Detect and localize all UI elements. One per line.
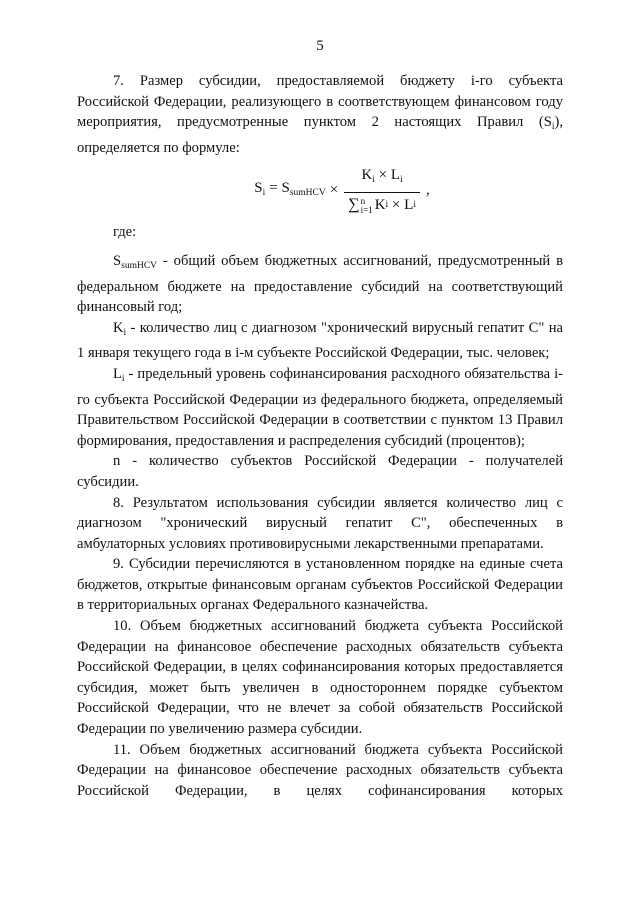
formula-comma: , [425, 182, 430, 199]
para7-line-2: Российской Федерации, реализующего в соответствующем финансовом [77, 93, 531, 110]
paragraph-8: 8. Результатом использования субсидии является количество лиц с диагнозом "хронический вирусный гепатит C", обеспеченных в амбулаторных условиях противовирусными лекарственными препаратами. [77, 494, 563, 552]
formula-denominator: ∑ n i=1 K i × L i [348, 195, 416, 215]
paragraph-10: 10. Объем бюджетных ассигнований бюджета субъекта Российской Федерации на финансовое обеспечение расходных обязательств субъекта Российской Федерации, в целях софинансирования которых предоставляется субсидия, может быть увеличен в одностороннем порядке субъектом Российской Федерации, что не влечет за собой обязательств Российской Федерации по увеличению размера субсидии. [77, 618, 563, 738]
para7-line-1: 7. Размер субсидии, предоставляемой бюджету i-го субъекта [113, 73, 563, 89]
sum-limits: n i=1 [360, 195, 373, 215]
formula-numerator: $K_i \times L_i$ [361, 166, 403, 185]
subsidy-formula [121, 158, 563, 222]
where-label: где: [113, 224, 137, 241]
para7-line-3: году мероприятия, предусмотренные пунктом 2 настоящих Правил (S [77, 93, 563, 131]
page-number: 5 [316, 38, 324, 54]
paragraph-7 [77, 71, 563, 158]
definition-k: $K_i$ - количество лиц с диагнозом "хронический вирусный гепатит C" на 1 января текущего года в i-м субъекте Российской Федерации, тыс. человек; [77, 319, 563, 362]
formula-eq: = $S_{sumHCV}$ [269, 179, 326, 198]
sum-icon: ∑ [348, 196, 360, 214]
para7-line-4: определяется по формуле: [77, 139, 240, 156]
definition-s: $S_{sumHCV}$ - общий объем бюджетных ассигнований, предусмотренный в федеральном бюджете на предоставление субсидий на соответствующий финансовый год; [77, 252, 564, 316]
paragraph-11: 11. Объем бюджетных ассигнований бюджета субъекта Российской Федерации на финансовое обеспечение расходных обязательств субъекта Российской Федерации, в целях софинансирования которых [77, 741, 563, 799]
definition-l: $L_i$ - предельный уровень софинансирования расходного обязательства i-го субъекта Российской Федерации из федерального бюджета, определяемый Правительством Российской Федерации в соответствии с пунктом 13 Правил формирования, предоставления и распределения субсидий (процентов); [77, 365, 563, 449]
para7-sub-i: i [551, 122, 555, 133]
formula-times: × [329, 182, 339, 199]
formula-lhs: $S_i$ [254, 179, 266, 198]
paragraph-9: 9. Субсидии перечисляются в установленном порядке на единые счета бюджетов, открытые финансовым органам субъектов Российской Федерации в территориальных органах Федерального казначейства. [77, 556, 563, 614]
formula-fraction [344, 165, 420, 216]
document-body [77, 71, 563, 801]
para7-tail: ), [554, 114, 563, 131]
definition-n: n - количество субъектов Российской Федерации - получателей субсидии. [77, 453, 563, 490]
